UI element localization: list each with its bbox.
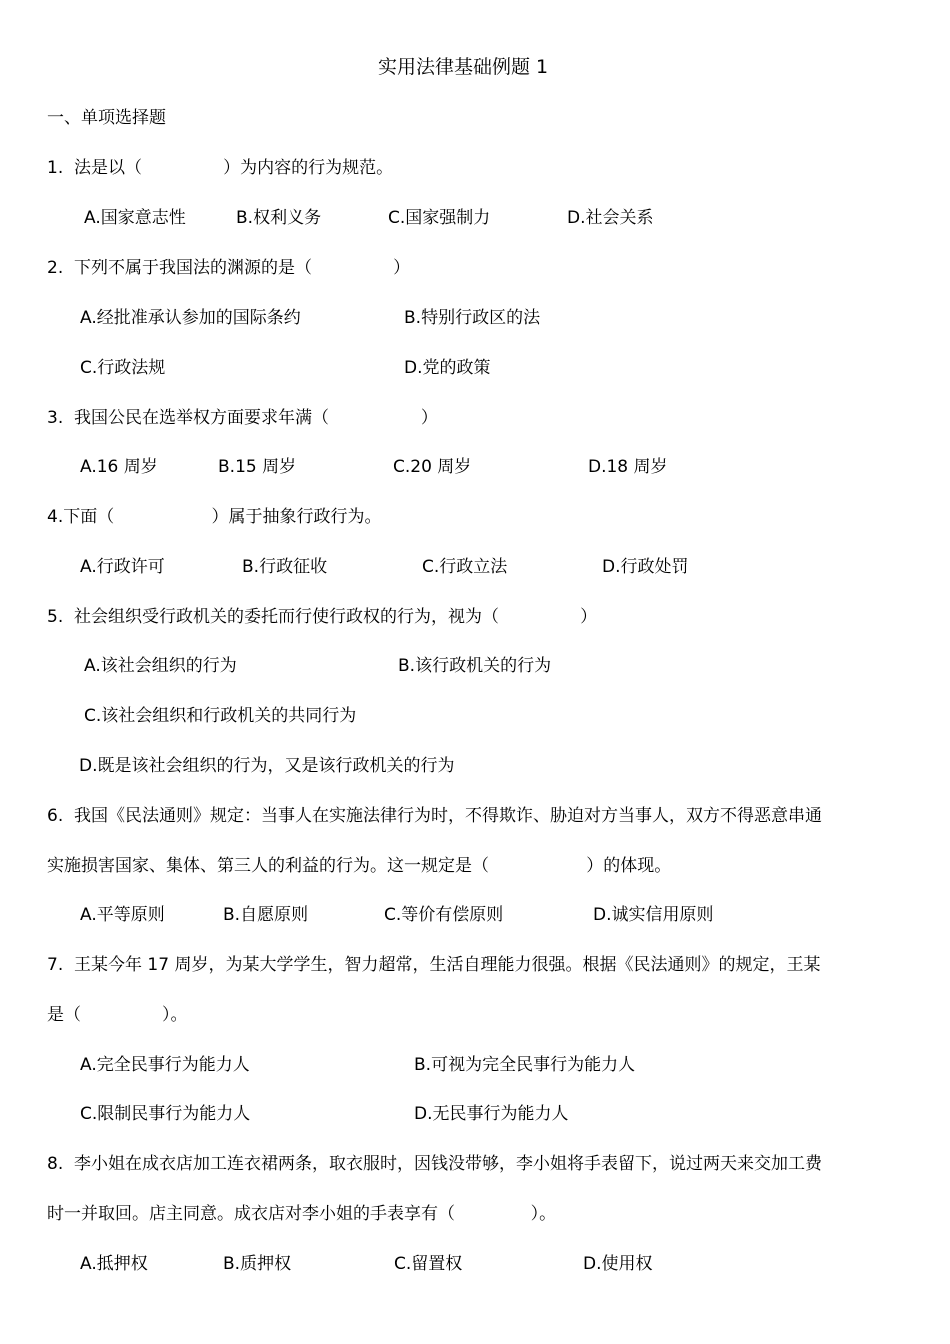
q1-option-d: D.社会关系: [567, 208, 654, 228]
q3-option-d: D.18 周岁: [588, 457, 668, 477]
question-6-stem-line-2: 实施损害国家、集体、第三人的利益的行为。这一规定是（ ）的体现。: [47, 856, 672, 876]
q3-option-c: C.20 周岁: [393, 457, 472, 477]
q2-option-a: A.经批准承认参加的国际条约: [80, 308, 301, 328]
q5-option-c: C.该社会组织和行政机关的共同行为: [84, 706, 357, 726]
q4-option-a: A.行政许可: [80, 557, 165, 577]
question-8-stem-line-1: 8. 李小姐在成衣店加工连衣裙两条，取衣服时，因钱没带够，李小姐将手表留下，说过两天来交加工费: [47, 1154, 823, 1174]
q6-option-a: A.平等原则: [80, 905, 165, 925]
q1-option-c: C.国家强制力: [388, 208, 491, 228]
q1-option-a: A.国家意志性: [84, 208, 186, 228]
q6-option-d: D.诚实信用原则: [593, 905, 714, 925]
q2-option-b: B.特别行政区的法: [404, 308, 541, 328]
q8-option-b: B.质押权: [223, 1254, 292, 1274]
q8-option-d: D.使用权: [583, 1254, 653, 1274]
q4-option-d: D.行政处罚: [602, 557, 689, 577]
q3-option-b: B.15 周岁: [218, 457, 297, 477]
question-7-stem-line-2: 是（ ）。: [47, 1005, 188, 1025]
question-5-stem: 5. 社会组织受行政机关的委托而行使行政权的行为，视为（ ）: [47, 607, 598, 627]
question-8-stem-line-2: 时一并取回。店主同意。成衣店对李小姐的手表享有（ ）。: [47, 1204, 557, 1224]
q7-option-a: A.完全民事行为能力人: [80, 1055, 250, 1075]
q7-option-c: C.限制民事行为能力人: [80, 1104, 251, 1124]
q8-option-a: A.抵押权: [80, 1254, 148, 1274]
q4-option-c: C.行政立法: [422, 557, 508, 577]
question-7-stem-line-1: 7. 王某今年 17 周岁，为某大学学生，智力超常，生活自理能力很强。根据《民法通则》的规定，王某: [47, 955, 821, 975]
question-6-stem-line-1: 6. 我国《民法通则》规定：当事人在实施法律行为时，不得欺诈、胁迫对方当事人，双方不得恶意串通: [47, 806, 823, 826]
q8-option-c: C.留置权: [394, 1254, 463, 1274]
q7-option-b: B.可视为完全民事行为能力人: [414, 1055, 636, 1075]
q6-option-c: C.等价有偿原则: [384, 905, 504, 925]
question-1-stem: 1. 法是以（ ）为内容的行为规范。: [47, 158, 394, 178]
section-heading: 一、单项选择题: [47, 108, 166, 128]
question-2-stem: 2. 下列不属于我国法的渊源的是（ ）: [47, 258, 411, 278]
q5-option-a: A.该社会组织的行为: [84, 656, 237, 676]
q2-option-d: D.党的政策: [404, 358, 491, 378]
q4-option-b: B.行政征收: [242, 557, 328, 577]
q5-option-b: B.该行政机关的行为: [398, 656, 552, 676]
q7-option-d: D.无民事行为能力人: [414, 1104, 569, 1124]
q5-option-d: D.既是该社会组织的行为，又是该行政机关的行为: [79, 756, 455, 776]
q6-option-b: B.自愿原则: [223, 905, 309, 925]
question-4-stem: 4.下面（ ）属于抽象行政行为。: [47, 507, 382, 527]
question-3-stem: 3. 我国公民在选举权方面要求年满（ ）: [47, 408, 438, 428]
q2-option-c: C.行政法规: [80, 358, 166, 378]
page-title: 实用法律基础例题 1: [378, 56, 549, 78]
q3-option-a: A.16 周岁: [80, 457, 158, 477]
q1-option-b: B.权利义务: [236, 208, 322, 228]
